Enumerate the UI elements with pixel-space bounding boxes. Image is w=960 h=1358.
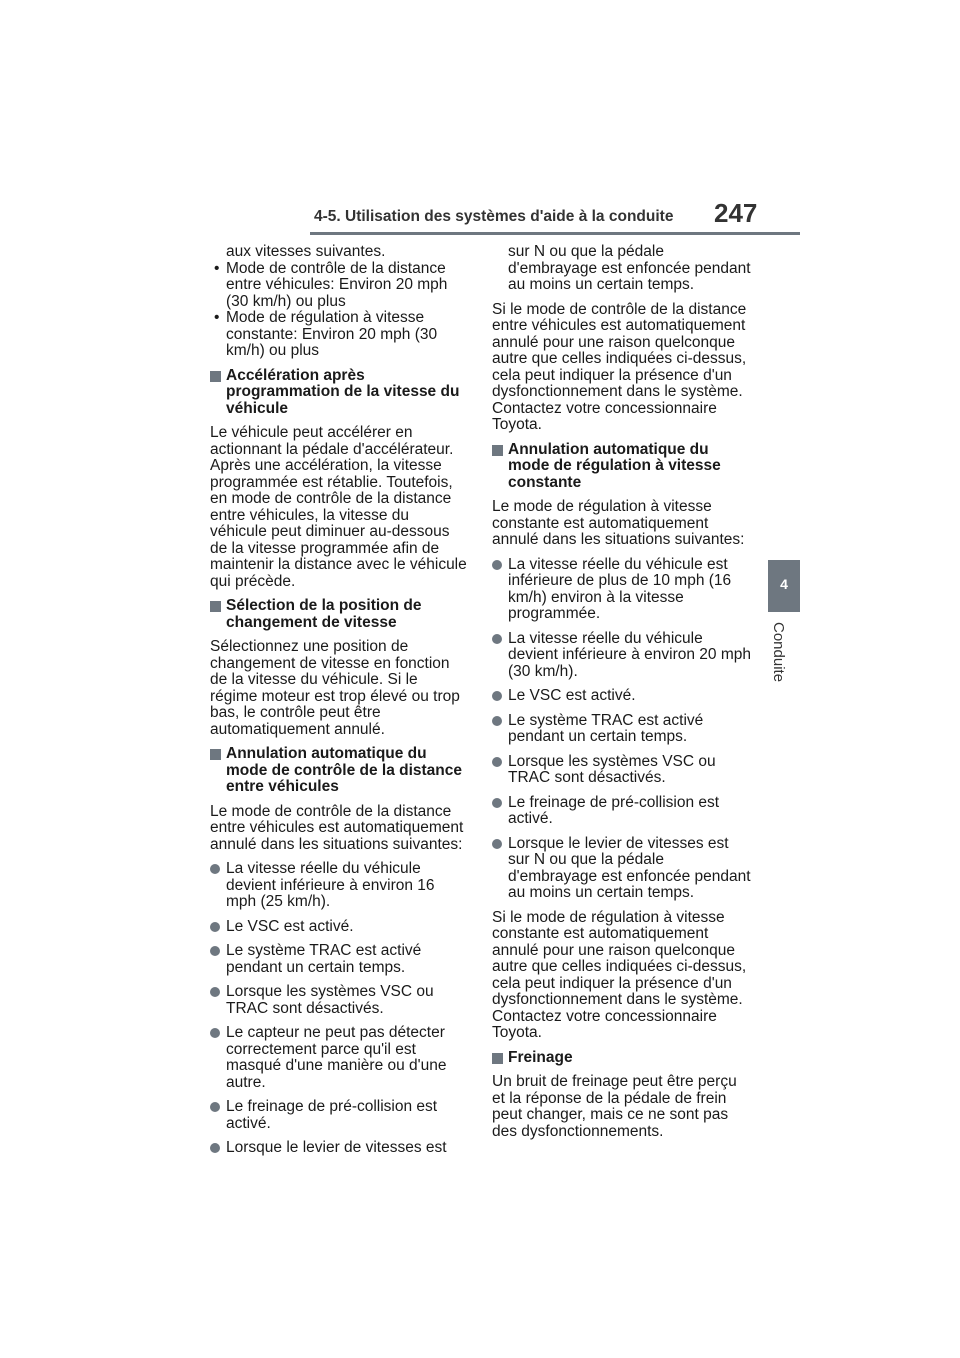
list-item: [210, 919, 468, 936]
round-bullet-icon: [492, 798, 502, 808]
list-item: [492, 713, 752, 746]
list-item-text: Le système TRAC est activé pendant un certain temps.: [226, 942, 422, 976]
paragraph: Si le mode de contrôle de la distance entre véhicules est automatiquement annulé pour une raison quelconque autre que celles indiquées ci-dessus, cela peut indiquer la présence d'un dysfonctionnement dans le système. Contactez votre concessionnaire Toyota.: [492, 300, 747, 433]
chapter-tab: [768, 560, 800, 612]
square-bullet-icon: [492, 1053, 503, 1064]
list-item-text: Le freinage de pré-collision est activé.: [508, 793, 720, 827]
list-item: [492, 754, 752, 787]
dash-item-text: Mode de régulation à vitesse constante: Environ 20 mph (30 km/h) ou plus: [226, 309, 438, 359]
round-bullet-icon: [210, 946, 220, 956]
heading-text: Sélection de la position de changement de vitesse: [226, 597, 422, 631]
section-heading: [210, 746, 468, 796]
section-title: 4-5. Utilisation des systèmes d'aide à la conduite: [314, 208, 674, 225]
dash-item: [210, 261, 468, 311]
list-item: [210, 1099, 468, 1132]
list-item-text: Lorsque le levier de vitesses est: [226, 1139, 447, 1156]
heading-text: Freinage: [508, 1048, 573, 1066]
heading-text: Accélération après programmation de la vitesse du véhicule: [226, 366, 460, 417]
page-header: [310, 200, 800, 240]
round-bullet-icon: [210, 922, 220, 932]
list-item-text: Le VSC est activé.: [226, 917, 354, 935]
heading-text: Annulation automatique du mode de contrôle de la distance entre véhicules: [226, 745, 463, 795]
round-bullet-icon: [492, 560, 502, 570]
square-bullet-icon: [492, 445, 503, 456]
list-item: [492, 631, 752, 681]
list-item: [492, 836, 752, 902]
paragraph: Sélectionnez une position de changement de vitesse en fonction de la vitesse du véhicule. Si le régime moteur est trop élevé ou trop bas, le contrôle peut être automatiquement annulé.: [210, 638, 460, 738]
paragraph: Le mode de contrôle de la distance entre véhicules est automatiquement annulé dans les situations suivantes:: [210, 802, 464, 853]
paragraph: Le mode de régulation à vitesse constante est automatiquement annulé dans les situations suivantes:: [492, 498, 745, 548]
page-number: 247: [714, 198, 758, 228]
round-bullet-icon: [492, 691, 502, 701]
list-item-text: Le capteur ne peut pas détecter correctement parce qu'il est masqué d'une manière ou d'une autre.: [226, 1024, 447, 1091]
section-heading: [210, 368, 468, 418]
continued-text: sur N ou que la pédale d'embrayage est enfoncée pendant au moins un certain temps.: [508, 243, 751, 293]
paragraph: Si le mode de régulation à vitesse constante est automatiquement annulé pour une raison quelconque autre que celles indiquées ci-dessus, cela peut indiquer la présence d'un dysfonctionnement dans le système. Contactez votre concessionnaire Toyota.: [492, 908, 747, 1041]
continued-text: aux vitesses suivantes.: [226, 243, 386, 260]
list-item-text: Lorsque les systèmes VSC ou TRAC sont désactivés.: [508, 752, 716, 786]
chapter-label: Conduite: [770, 622, 787, 683]
list-item-text: La vitesse réelle du véhicule est inférieure de plus de 10 mph (16 km/h) environ à la vitesse programmée.: [508, 555, 732, 622]
list-item-text: Le système TRAC est activé pendant un certain temps.: [508, 711, 704, 745]
round-bullet-icon: [492, 839, 502, 849]
dash-item: [210, 310, 468, 360]
section-heading: [210, 598, 468, 631]
list-item: [492, 795, 752, 828]
round-bullet-icon: [492, 757, 502, 767]
list-item: [210, 984, 468, 1017]
paragraph: Un bruit de freinage peut être perçu et la réponse de la pédale de frein peut changer, mais ce ne sont pas des dysfonctionnements.: [492, 1073, 737, 1140]
round-bullet-icon: [210, 987, 220, 997]
list-item: [210, 943, 468, 976]
chapter-number: 4: [780, 576, 788, 592]
section-heading: [492, 1050, 752, 1067]
dash-marker: •: [214, 259, 220, 277]
list-item-text: La vitesse réelle du véhicule devient inférieure à environ 16 mph (25 km/h).: [226, 860, 435, 910]
list-item: [210, 1140, 468, 1157]
square-bullet-icon: [210, 749, 221, 760]
round-bullet-icon: [210, 864, 220, 874]
round-bullet-icon: [210, 1028, 220, 1038]
square-bullet-icon: [210, 601, 221, 612]
heading-text: Annulation automatique du mode de régulation à vitesse constante: [508, 440, 721, 491]
list-item-text: La vitesse réelle du véhicule devient inférieure à environ 20 mph (30 km/h).: [508, 629, 751, 680]
paragraph: Le véhicule peut accélérer en actionnant la pédale d'accélérateur. Après une accélération, la vitesse programmée est rétablie. Toutefois, en mode de contrôle de la distance entre véhicules, la vitesse du véhicule peut diminuer au-dessous de la vitesse programmée afin de maintenir la distance avec le véhicule qui précède.: [210, 424, 467, 590]
right-column: [492, 244, 752, 1148]
dash-item-text: Mode de contrôle de la distance entre véhicules: Environ 20 mph (30 km/h) ou plus: [226, 259, 448, 310]
left-column: [210, 244, 468, 1165]
section-heading: [492, 442, 752, 492]
dash-marker: •: [214, 309, 220, 326]
list-item-text: Lorsque les systèmes VSC ou TRAC sont désactivés.: [226, 983, 434, 1017]
list-item: [492, 557, 752, 623]
round-bullet-icon: [492, 634, 502, 644]
list-item-text: Le freinage de pré-collision est activé.: [226, 1098, 438, 1132]
header-rule: [310, 232, 800, 235]
list-item: [492, 688, 752, 705]
round-bullet-icon: [210, 1102, 220, 1112]
list-item-text: Lorsque le levier de vitesses est sur N ou que la pédale d'embrayage est enfoncée pendant au moins un certain temps.: [508, 834, 751, 901]
square-bullet-icon: [210, 371, 221, 382]
list-item: [210, 861, 468, 911]
list-item-text: Le VSC est activé.: [508, 687, 636, 704]
list-item: [210, 1025, 468, 1091]
round-bullet-icon: [210, 1143, 220, 1153]
round-bullet-icon: [492, 716, 502, 726]
